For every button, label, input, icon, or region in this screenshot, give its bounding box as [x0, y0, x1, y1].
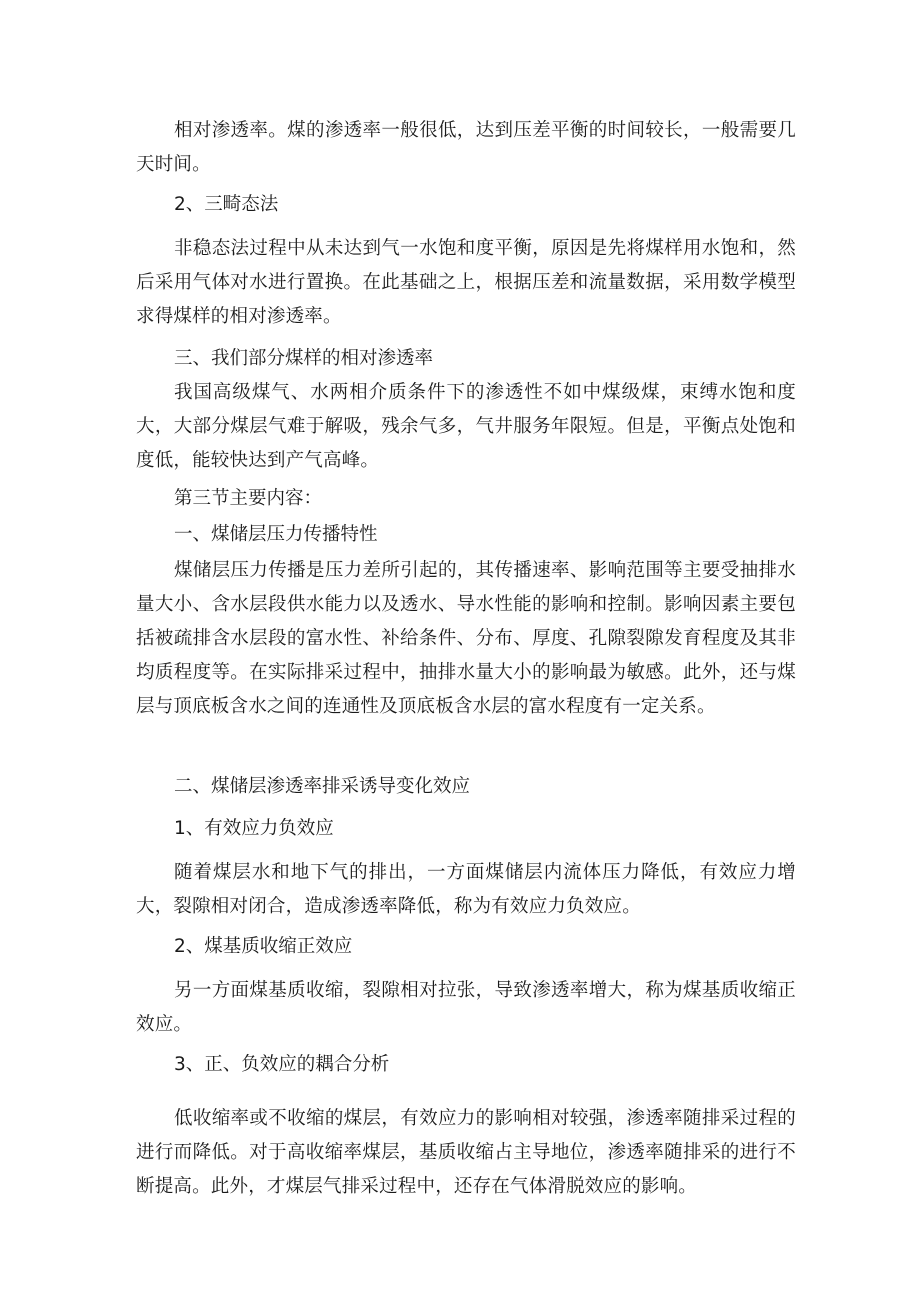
heading-third-section: 第三节主要内容：: [174, 488, 323, 509]
heading-section-three: 三、我们部分煤样的相对渗透率: [174, 348, 434, 369]
heading-positive-effect: 2、煤基质收缩正效应: [174, 936, 353, 957]
heading-pressure-propagation: 一、煤储层压力传播特性: [174, 524, 378, 545]
paragraph-unsteady-method: 非稳态法过程中从未达到气一水饱和度平衡，原因是先将煤样用水饱和，然后采用气体对水进行置换。在此基础之上，根据压差和流量数据，采用数学模型求得煤样的相对渗透率。: [136, 238, 796, 327]
heading-three-state-method: 2、三畸态法: [174, 194, 279, 215]
paragraph-relative-permeability: 相对渗透率。煤的渗透率一般很低，达到压差平衡的时间较长，一般需要几天时间。: [136, 120, 796, 175]
paragraph-pressure-propagation: 煤储层压力传播是压力差所引起的，其传播速率、影响范围等主要受抽排水量大小、含水层段供水能力以及透水、导水性能的影响和控制。影响因素主要包括被疏排含水层段的富水性、补给条件、分布、厚度、孔隙裂隙发育程度及其非均质程度等。在实际排采过程中，抽排水量大小的影响最为敏感。此外，还与煤层与顶底板含水之间的连通性及顶底板含水层的富水程度有一定关系。: [136, 560, 796, 717]
heading-coupling-analysis: 3、正、负效应的耦合分析: [174, 1054, 390, 1075]
heading-permeability-effects: 二、煤储层渗透率排采诱导变化效应: [174, 776, 471, 797]
paragraph-coupling-analysis: 低收缩率或不收缩的煤层，有效应力的影响相对较强，渗透率随排采过程的进行而降低。对于高收缩率煤层，基质收缩占主导地位，渗透率随排采的进行不断提高。此外，才煤层气排采过程中，还存在气体滑脱效应的影响。: [136, 1108, 796, 1197]
heading-negative-effect: 1、有效应力负效应: [174, 818, 334, 839]
paragraph-negative-effect: 随着煤层水和地下气的排出，一方面煤储层内流体压力降低，有效应力增大，裂隙相对闭合，造成渗透率降低，称为有效应力负效应。: [136, 862, 796, 917]
paragraph-positive-effect: 另一方面煤基质收缩，裂隙相对拉张，导致渗透率增大，称为煤基质收缩正效应。: [136, 980, 796, 1035]
paragraph-high-rank-coal: 我国高级煤气、水两相介质条件下的渗透性不如中煤级煤，束缚水饱和度大，大部分煤层气难于解吸，残余气多，气井服务年限短。但是，平衡点处饱和度低，能较快达到产气高峰。: [136, 382, 796, 471]
